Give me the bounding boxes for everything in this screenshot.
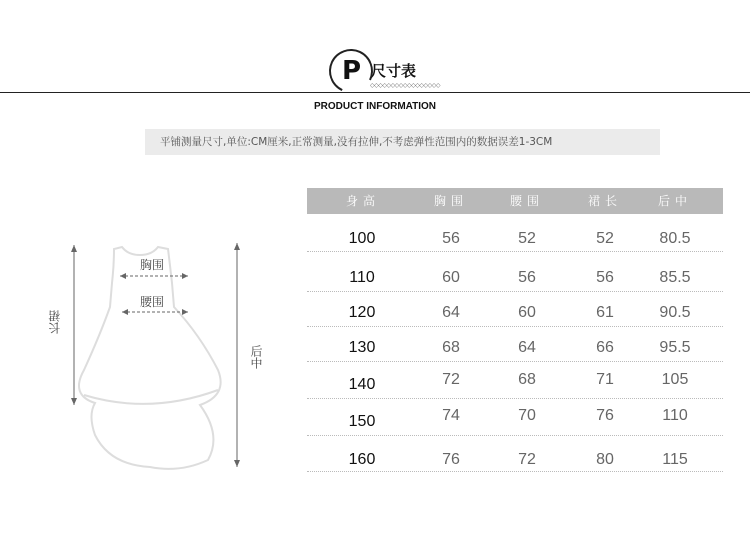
logo-letter: P <box>342 56 362 86</box>
header-waist: 腰围 <box>509 194 544 208</box>
cell-chest: 64 <box>442 304 460 321</box>
header-skirt-length: 裙长 <box>587 194 622 208</box>
cell-height: 120 <box>348 304 376 321</box>
cell-height: 130 <box>348 339 376 356</box>
cell-back-center: 115 <box>662 451 688 468</box>
cell-skirt-length: 80 <box>596 451 614 468</box>
cell-height: 110 <box>349 269 375 286</box>
table-row <box>307 262 723 292</box>
table-row <box>307 332 723 362</box>
chest-label: 胸围 <box>140 258 165 272</box>
back-center-label: 后中 <box>249 345 263 369</box>
cell-chest: 68 <box>442 339 460 356</box>
table-row <box>307 297 723 327</box>
cell-back-center: 105 <box>661 371 689 388</box>
cell-chest: 74 <box>442 407 460 424</box>
row-separator <box>307 361 723 362</box>
cell-chest: 60 <box>442 269 460 286</box>
row-separator <box>307 471 723 472</box>
cell-waist: 64 <box>518 339 536 356</box>
row-separator <box>307 435 723 436</box>
cell-height: 160 <box>348 451 376 468</box>
cell-height: 140 <box>348 376 376 393</box>
table-row <box>307 403 723 436</box>
skirt-length-label: 长裙 <box>48 310 62 334</box>
cell-height: 150 <box>348 413 376 430</box>
header-height: 身高 <box>345 194 380 208</box>
cell-back-center: 85.5 <box>659 269 691 286</box>
cell-skirt-length: 71 <box>596 371 614 388</box>
title-decoration: ◇◇◇◇◇◇◇◇◇◇◇◇◇◇◇◇◇ <box>370 82 440 89</box>
waist-label: 腰围 <box>140 295 165 309</box>
cell-waist: 52 <box>518 230 536 247</box>
cell-skirt-length: 76 <box>596 407 614 424</box>
cell-waist: 68 <box>518 371 536 388</box>
cell-chest: 72 <box>442 371 460 388</box>
cell-back-center: 80.5 <box>659 230 691 247</box>
cell-waist: 72 <box>518 451 536 468</box>
cell-back-center: 110 <box>662 407 688 424</box>
cell-waist: 70 <box>518 407 536 424</box>
measurement-note: 平铺测量尺寸,单位:CM厘米,正常测量,没有拉伸,不考虑弹性范围内的数据误差1-3CM <box>145 129 660 155</box>
header-divider <box>0 92 750 93</box>
cell-back-center: 95.5 <box>659 339 691 356</box>
header-back-center: 后中 <box>657 194 692 208</box>
cell-skirt-length: 61 <box>596 304 614 321</box>
row-separator <box>307 291 723 292</box>
page-subtitle: PRODUCT INFORMATION <box>313 101 437 112</box>
row-separator <box>307 251 723 252</box>
page-title: 尺寸表 <box>371 62 417 80</box>
dress-diagram <box>40 235 280 475</box>
row-separator <box>307 398 723 399</box>
cell-waist: 56 <box>518 269 536 286</box>
table-row <box>307 222 723 252</box>
table-row <box>307 367 723 399</box>
size-table-header <box>307 188 723 214</box>
cell-height: 100 <box>348 230 376 247</box>
header-chest: 胸围 <box>433 194 468 208</box>
cell-skirt-length: 66 <box>596 339 614 356</box>
cell-waist: 60 <box>518 304 536 321</box>
cell-back-center: 90.5 <box>659 304 691 321</box>
table-row <box>307 442 723 472</box>
cell-skirt-length: 52 <box>596 230 614 247</box>
cell-chest: 76 <box>442 451 460 468</box>
cell-skirt-length: 56 <box>596 269 614 286</box>
row-separator <box>307 326 723 327</box>
cell-chest: 56 <box>442 230 460 247</box>
